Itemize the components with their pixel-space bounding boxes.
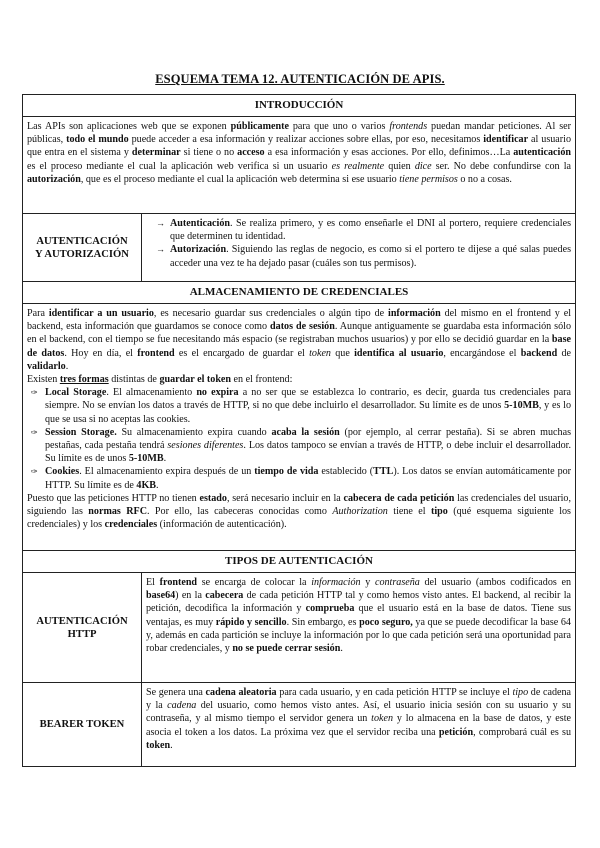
intro-heading: INTRODUCCIÓN (23, 95, 575, 117)
storage-heading: ALMACENAMIENTO DE CREDENCIALES (23, 282, 575, 304)
pen-bullet-icon: ✑ (31, 427, 38, 437)
pen-bullet-icon: ✑ (31, 388, 38, 398)
arrow-icon: → (156, 218, 165, 228)
list-item: ✑ Local Storage. El almacenamiento no expira a no ser que se establezca lo contrario, es decir, guarda tus credenciales para siempre. No se envían los datos a través de HTTP, si no que debe incluirlo el desarrollador. Su límite es de unos 5-10MB, y es lo que se usa si no aceptas las cookies. (31, 387, 572, 425)
scheme-frame (22, 94, 576, 767)
pen-bullet-icon: ✑ (31, 467, 38, 477)
authz-content (142, 214, 575, 281)
bearer-token-content: Se genera una cadena aleatoria para cada usuario, y en cada petición HTTP se incluye el tipo de cadena y la cadena del usuario, como hemos visto antes. Así, el usuario inicia sesión con su usuario y su contraseña, y al mismo tiempo el servidor genera un token y lo almacena en la base de datos, y este asocia el token a los datos. La próxima vez que el servidor reciba una petición, comprobará cuál es su token. (146, 687, 571, 751)
authz-label: AUTENTICACIÓN Y AUTORIZACIÓN (23, 214, 142, 281)
bearer-token-label: BEARER TOKEN (23, 683, 142, 766)
bearer-token-row (23, 682, 575, 766)
list-item: ✑ Cookies. El almacenamiento expira después de un tiempo de vida establecido (TTL). Los datos se envían automáticamente por HTTP. Su límite es de 4KB. (31, 466, 572, 491)
http-auth-label: AUTENTICACIÓN HTTP (23, 573, 142, 682)
arrow-icon: → (156, 244, 165, 255)
http-auth-content: El frontend se encarga de colocar la información y contraseña del usuario (ambos codificados en base64) en la cabecera de cada petición HTTP tal y como hemos visto antes. El backend, al recibir la petición, decodifica la información y comprueba que el usuario está en la base de datos. Tiene sus ventajas, es muy rápido y sencillo. Sin embargo, es poco seguro, ya que se puede decodificar la base 64 y, además en cada partición se incluye la información por lo que cada petición será una oportunidad para robar credenciales, y no se puede cerrar sesión. (146, 577, 572, 655)
storage-paragraph: Para identificar a un usuario, es necesario guardar sus credenciales o algún tipo de información del mismo en el frontend y el backend, esta información que guardamos se conoce como datos de sesión. Aunque antiguamente se guardaba esta información sólo en el backend, con el tiempo se fue necesitando más espacio (se registraban muchos usuarios) y por ello se decidió guardar en la base de datos. Hoy en día, el frontend es el encargado de guardar el token que identifica al usuario, encargándose el backend de validarlo. Existen tres formas distintas de guardar el token en el frontend: ✑ Local Storage. El almacenamiento no expira a no ser que se establezca lo contrario, es decir, guarda tus credenciales para siempre. No se envían los datos a través de HTTP, si no que debe incluirlo el desarrollador. Su límite es de unos 5-10MB, y es lo que se usa si no aceptas las cookies. ✑ Session Storage. Su almacenamiento expira cuando acaba la sesión (por ejemplo, al cerrar pestaña). Si se abren muchas pestañas, cada pestaña tendrá sesiones diferentes. Los datos tampoco se envían a través de HTTP, o debe incluir el desarrollador. Su límite es de unos 5-10MB. ✑ Cookies. El almacenamiento expira después de un tiempo de vida establecido (TTL). Los datos se envían automáticamente por HTTP. Su límite es de 4KB. Puesto que las peticiones HTTP no tienen estado, será necesario incluir en la cabecera de cada petición las credenciales del usuario, siguiendo las normas RFC. Por ello, las cabeceras conocidas como Authorization tiene el tipo (qué esquema siguiente los credenciales) y los credenciales (información de autenticación). (27, 308, 572, 531)
authz-row (23, 213, 575, 281)
intro-paragraph: Las APIs son aplicaciones web que se exponen públicamente para que uno o varios frontends puedan mandar peticiones. Al ser públicas, todo el mundo puede acceder a esa información y realizar acciones sobre ellas, por eso, necesitamos identificar al usuario que entra en el sistema y determinar si tiene o no acceso a esa información y esas acciones. Por ello, definimos…La autenticación es el proceso mediante el cual la aplicación web verifica si un usuario es realmente quien dice ser. No debe confundirse con la autorización, que es el proceso mediante el cual la aplicación web determina si ese usuario tiene permisos o no a cosas. (27, 121, 571, 185)
page-title: ESQUEMA TEMA 12. AUTENTICACIÓN DE APIS. (155, 72, 445, 86)
list-item: ✑ Session Storage. Su almacenamiento expira cuando acaba la sesión (por ejemplo, al cerrar pestaña). Si se abren muchas pestañas, cada pestaña tendrá sesiones diferentes. Los datos tampoco se envían a través de HTTP, o debe incluir el desarrollador. Su límite es de unos 5-10MB. (31, 426, 571, 465)
http-auth-row (23, 573, 575, 682)
list-item: → Autorización. Siguiendo las reglas de negocio, es como si el portero te dijese a qué salas puedes acceder una vez te ha dejado pasar (cuáles son tus permisos). (156, 244, 571, 269)
types-heading: TIPOS DE AUTENTICACIÓN (23, 551, 575, 573)
list-item: → Autenticación. Se realiza primero, y es como enseñarle el DNI al portero, requiere credenciales que determinen tu identidad. (156, 218, 571, 243)
